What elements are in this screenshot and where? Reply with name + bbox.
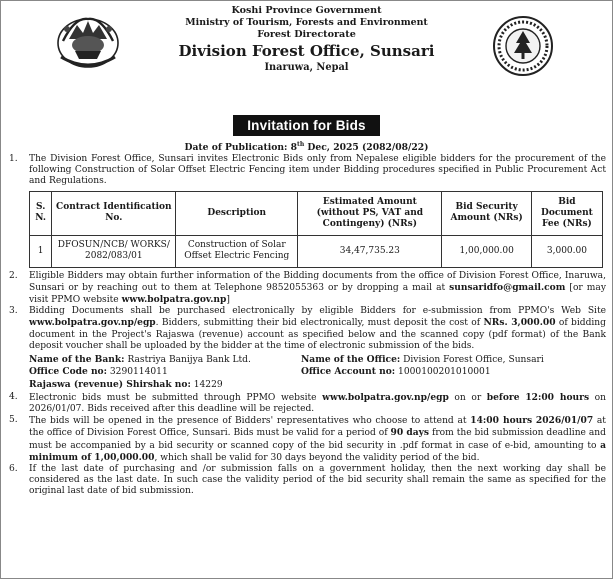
item1-text: The Division Forest Office, Sunsari invites Electronic Bids only from Nepalese eligible bidders for the procurement of the following Construction of Solar Offset Electric Fencing item under Bidding procedures specified in Public Procurement Act and Regulations. — [29, 154, 606, 187]
submission-site: www.bolpatra.gov.np/egp — [322, 391, 449, 403]
header-description: Description — [176, 191, 298, 235]
header-sn: S. N. — [30, 191, 52, 235]
cell-description: Construction of Solar Offset Electric Fencing — [176, 235, 298, 267]
table-header-row — [30, 191, 603, 235]
header-document-fee: Bid Document Fee (NRs) — [531, 191, 602, 235]
notice-items — [7, 154, 606, 188]
item6-text: If the last date of purchasing and /or submission falls on a government holiday, then the next working day shall be considered as the last date. In such case the validity period of the bid security shall remain the same as specified for the original last date of bid submission. — [29, 463, 606, 497]
notice-items-continued — [7, 271, 606, 352]
office-title: Division Forest Office, Sunsari — [178, 42, 435, 60]
list-item: 2. Eligible Bidders may obtain further information of the Bidding documents from the office of Division Forest Office, Inaruwa, Sunsari or by reaching out to them at Telephone 9852055363 or by dropping a mail at sunsaridfo@gmail.com [or may visit PPMO website www.bolpatra.gov.np] — [9, 270, 606, 306]
validity-days: 90 days — [390, 427, 430, 439]
directorate-line: Forest Directorate — [257, 29, 356, 40]
header-contract-id: Contract Identification No. — [52, 191, 176, 235]
notice-items-final — [7, 392, 606, 498]
cell-estimated-amount: 34,47,735.23 — [298, 235, 442, 267]
table-row — [30, 235, 603, 267]
list-item: 4. Electronic bids must be submitted through PPMO website www.bolpatra.gov.np/egp on or before 12:00 hours on 2026/01/07. Bids received after this deadline will be rejected. — [9, 391, 607, 414]
list-item: 1. The Division Forest Office, Sunsari invites Electronic Bids only from Nepalese eligible bidders for the procurement of the following Construction of Solar Offset Electric Fencing item under Bidding procedures specified in Public Procurement Act and Regulations. — [9, 154, 606, 187]
ppmo-site: www.bolpatra.gov.np — [121, 294, 227, 306]
opening-date: 2026/01/07 — [535, 415, 594, 427]
list-item: 3. Bidding Documents shall be purchased electronically by eligible Bidders for e-submission from PPMO's Web Site www.bolpatra.gov.np/egp. Bidders, submitting their bid electronically, must deposit the cost of NRs. 3,000.00 of bidding document in the Project's Rajaswa (revenue) account as specified below and the scanned copy (pdf format) of the Bank deposit voucher shall be uploaded by the bidder at the time of electronic submission of the bids. — [9, 306, 606, 351]
document-cost: NRs. 3,000.00 — [483, 317, 556, 329]
invitation-banner: Invitation for Bids — [233, 115, 380, 136]
office-location: Inaruwa, Nepal — [264, 62, 349, 73]
header-estimated-amount: Estimated Amount (without PS, VAT and Contingeny) (NRs) — [298, 191, 442, 235]
list-item: 6. If the last date of purchasing and /or submission falls on a government holiday, then the next working day shall be considered as the last date. In such case the validity period of the bid security shall remain the same as specified for the original last date of bid submission. — [9, 463, 606, 497]
egp-site: www.bolpatra.gov.np/egp — [29, 317, 156, 329]
contact-email: sunsaridfo@gmail.com — [449, 281, 566, 293]
bids-table — [29, 191, 603, 268]
nepal-emblem-icon — [55, 11, 121, 71]
revenue-shirshak: Rajaswa (revenue) Shirshak no: 14229 — [29, 378, 223, 390]
ministry-line: Ministry of Tourism, Forests and Environment — [185, 17, 428, 28]
office-account: Office Account no: 1000100201010001 — [301, 366, 491, 378]
minimum-security: a minimum of 1,00,000.00 — [29, 439, 606, 463]
cell-sn: 1 — [30, 235, 52, 267]
cell-bid-security: 1,00,000.00 — [442, 235, 531, 267]
cell-document-fee: 3,000.00 — [531, 235, 602, 267]
notice-header — [7, 5, 606, 113]
office-code: Office Code no: 3290114011 — [29, 366, 168, 378]
cell-contract-id: DFOSUN/NCB/ WORKS/ 2082/083/01 — [52, 235, 176, 267]
header-bid-security: Bid Security Amount (NRs) — [442, 191, 531, 235]
bank-details — [7, 354, 606, 391]
office-name: Name of the Office: Division Forest Office, Sunsari — [301, 354, 544, 366]
province-line: Koshi Province Government — [231, 5, 382, 16]
list-item: 5. The bids will be opened in the presence of Bidders' representatives who choose to attend at 14:00 hours 2026/01/07 at the office of Division Forest Office, Sunsari. Bids must be valid for a period of 90 days from the bid submission deadline and must be accompanied by a bid security or scanned copy of the bid security in .pdf format in case of e-bid, amounting to a minimum of 1,00,000.00, which shall be valid for 30 days beyond the validity period of the bid. — [9, 415, 606, 463]
opening-time: 14:00 hours — [470, 415, 533, 427]
bank-name: Name of the Bank: Rastriya Banijya Bank Ltd. — [29, 354, 251, 366]
publication-date: Date of Publication: 8th Dec, 2025 (2082/08/22) — [184, 141, 429, 154]
submission-deadline: before 12:00 hours — [486, 391, 590, 403]
forest-seal-icon — [492, 15, 554, 77]
